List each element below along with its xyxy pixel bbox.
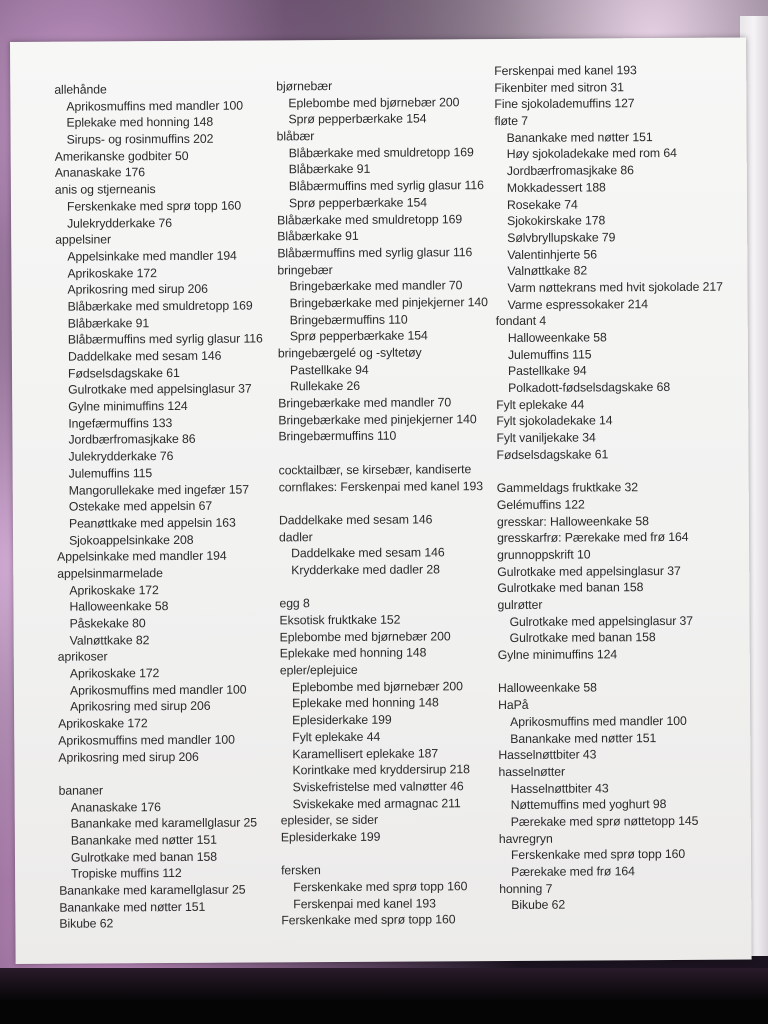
index-subentry: Aprikosring med sirup 206	[70, 699, 211, 715]
index-entry: Aprikosring med sirup 206	[58, 749, 199, 765]
index-subentry: Blåbærkake med smuldretopp 169	[67, 298, 253, 314]
index-subentry: Valnøttkake 82	[507, 263, 588, 279]
index-subentry: Korintkake med kryddersirup 218	[292, 762, 470, 778]
index-subentry: Banankake med nøtter 151	[510, 730, 657, 746]
index-subentry: Bringebærkake med mandler 70	[289, 278, 463, 294]
index-subentry: Eplekake med honning 148	[292, 695, 439, 711]
index-subentry: Varm nøttekrans med hvit sjokolade 217	[507, 279, 723, 295]
index-entry: Aprikosmuffins med mandler 100	[58, 732, 235, 748]
index-subentry: Blåbærkake 91	[288, 162, 371, 177]
index-subentry: Aprikosmuffins med mandler 100	[69, 682, 247, 698]
index-spacer	[278, 444, 498, 462]
index-subentry: Sirups- og rosinmuffins 202	[66, 131, 214, 147]
index-subentry: Bringebærmuffins 110	[289, 312, 408, 327]
index-subentry: Mangorullekake med ingefær 157	[68, 482, 249, 498]
index-entry: Gylne minimuffins 124	[497, 647, 618, 663]
index-spacer	[58, 765, 278, 783]
index-entry: epler/eplejuice	[279, 662, 358, 678]
index-subentry: Aprikosmuffins med mandler 100	[510, 713, 687, 729]
index-entry: Ferskenkake med sprø topp 160	[281, 912, 456, 928]
index-subentry: Ingefærmuffins 133	[68, 415, 173, 431]
index-entry: Eplebombe med bjørnebær 200	[279, 629, 451, 645]
index-subentry: Appelsinkake med mandler 194	[67, 248, 237, 264]
index-entry: Appelsinkake med mandler 194	[57, 548, 227, 564]
table-surface	[0, 968, 768, 1024]
index-subentry: Aprikoskake 172	[67, 265, 157, 281]
index-subentry: Aprikoskake 172	[69, 666, 160, 681]
index-column-3	[494, 62, 744, 915]
index-subentry: Sølvbryllupskake 79	[507, 230, 616, 245]
index-spacer	[279, 494, 499, 512]
index-entry: appelsinmarmelade	[57, 566, 163, 581]
index-subentry: Ferskenkake med sprø topp 160	[66, 198, 242, 214]
index-entry: honning 7	[499, 881, 553, 896]
index-entry: Blåbærkake med smuldretopp 169	[277, 211, 463, 227]
index-entry: gresskar: Halloweenkake 58	[496, 513, 649, 529]
index-subentry: Pærekake med sprø nøttetopp 145	[510, 813, 699, 829]
index-entry: allehånde	[54, 82, 107, 97]
index-subentry: Gulrotkake med banan 158	[509, 630, 656, 646]
index-column-1	[54, 80, 279, 932]
index-subentry: Pærekake med frø 164	[511, 864, 635, 879]
index-subentry: Aprikosmuffins med mandler 100	[66, 98, 243, 114]
index-subentry: Ostekake med appelsin 67	[68, 498, 213, 514]
index-entry: hasselnøtter	[498, 764, 565, 779]
index-subentry: Halloweenkake 58	[507, 330, 607, 345]
index-entry: fersken	[281, 863, 321, 878]
index-subentry: Ferskenkake med sprø topp 160	[293, 879, 468, 895]
index-subentry: Nøttemuffins med yoghurt 98	[510, 797, 667, 813]
index-subentry: Halloweenkake 58	[69, 599, 169, 614]
index-entry: gulrøtter	[497, 597, 543, 613]
index-entry: HaPå	[498, 697, 529, 713]
index-entry: Fylt eplekake 44	[496, 397, 585, 412]
index-subentry: Karamellisert eplekake 187	[292, 745, 439, 761]
index-entry: Bringebærkake med mandler 70	[278, 395, 452, 411]
index-subentry: Fødselsdagskake 61	[67, 365, 180, 381]
index-subentry: Valnøttkake 82	[69, 632, 150, 648]
index-subentry: Sjokoappelsinkake 208	[69, 532, 194, 548]
index-entry: Gammeldags fruktkake 32	[496, 480, 639, 496]
index-spacer	[497, 462, 742, 480]
index-subentry: Mokkadessert 188	[506, 180, 606, 195]
index-entry: Eksotisk fruktkake 152	[279, 612, 401, 628]
index-entry: fløte 7	[494, 113, 529, 129]
index-entry: bjørnebær	[276, 79, 333, 94]
index-subentry: Bikube 62	[511, 898, 566, 913]
index-subentry: Valentinhjerte 56	[507, 246, 598, 262]
index-entry: Hasselnøttbiter 43	[498, 747, 597, 763]
index-entry: appelsiner	[55, 232, 112, 247]
index-subentry: Ferskenkake med sprø topp 160	[510, 847, 686, 863]
index-subentry: Eplekake med honning 148	[66, 115, 214, 131]
index-entry: bringebær	[277, 262, 333, 277]
index-spacer	[279, 578, 499, 596]
index-entry: Eplekake med honning 148	[279, 645, 427, 661]
index-entry: cornflakes: Ferskenpai med kanel 193	[278, 478, 483, 494]
index-entry: Bringebærmuffins 110	[278, 429, 397, 444]
index-subentry: Blåbærmuffins med syrlig glasur 116	[288, 178, 484, 194]
index-subentry: Banankake med karamellglasur 25	[70, 815, 258, 831]
index-subentry: Eplebombe med bjørnebær 200	[288, 94, 460, 110]
index-subentry: Peanøttkake med appelsin 163	[68, 515, 236, 531]
index-subentry: Fylt eplekake 44	[292, 729, 381, 745]
index-subentry: Gylne minimuffins 124	[68, 398, 188, 414]
index-subentry: Gulrotkake med appelsinglasur 37	[68, 381, 252, 398]
index-entry: Fødselsdagskake 61	[496, 447, 609, 462]
index-subentry: Aprikosring med sirup 206	[67, 282, 208, 297]
index-entry: Gelémuffins 122	[496, 497, 585, 512]
index-subentry: Eplebombe med bjørnebær 200	[291, 678, 463, 695]
index-entry: Gulrotkake med appelsinglasur 37	[497, 563, 681, 579]
index-entry: Banankake med nøtter 151	[59, 899, 206, 915]
index-subentry: Tropiske muffins 112	[71, 866, 182, 881]
index-spacer	[498, 662, 743, 680]
index-entry: egg 8	[279, 596, 310, 611]
index-entry: cocktailbær, se kirsebær, kandiserte	[278, 462, 472, 478]
index-entry: Fylt vaniljekake 34	[496, 430, 596, 446]
index-subentry: Krydderkake med dadler 28	[291, 562, 440, 578]
index-entry: Blåbærkake 91	[277, 229, 359, 244]
index-entry: Bikube 62	[59, 916, 114, 932]
index-entry: Halloweenkake 58	[497, 680, 597, 696]
index-entry: Eplesiderkake 199	[280, 829, 381, 845]
index-entry: bananer	[58, 783, 104, 798]
index-subentry: Rosekake 74	[506, 197, 578, 212]
index-subentry: Rullekake 26	[290, 379, 361, 394]
index-entry: dadler	[278, 529, 313, 544]
index-entry: Gulrotkake med banan 158	[497, 580, 644, 596]
index-subentry: Banankake med nøtter 151	[70, 832, 217, 848]
index-subentry: Gulrotkake med appelsinglasur 37	[509, 613, 694, 629]
index-entry: Fine sjokolademuffins 127	[494, 96, 635, 112]
index-column-2	[276, 77, 501, 929]
index-page	[10, 38, 752, 964]
index-subentry: Bringebærkake med pinjekjerner 140	[289, 295, 488, 311]
index-entry: Banankake med karamellglasur 25	[59, 882, 246, 898]
index-subentry: Daddelkake med sesam 146	[291, 545, 445, 561]
index-subentry: Varme espressokaker 214	[507, 296, 648, 312]
index-subentry: Jordbærfromasjkake 86	[506, 163, 634, 179]
index-entry: grunnoppskrift 10	[497, 547, 591, 562]
index-subentry: Banankake med nøtter 151	[506, 129, 653, 145]
index-subentry: Blåbærkake med smuldretopp 169	[288, 144, 474, 161]
index-entry: aprikoser	[57, 649, 108, 665]
index-subentry: Blåbærkake 91	[67, 315, 150, 331]
index-entry: Fikenbiter med sitron 31	[494, 79, 624, 95]
index-subentry: Sjokokirskake 178	[507, 213, 606, 229]
index-subentry: Julekrydderkake 76	[68, 449, 174, 464]
index-entry: Ferskenpai med kanel 193	[494, 63, 637, 79]
index-entry: Blåbærmuffins med syrlig glasur 116	[277, 245, 473, 261]
index-entry: Aprikoskake 172	[58, 716, 148, 731]
index-entry: Amerikanske godbiter 50	[54, 148, 189, 164]
index-subentry: Julemuffins 115	[507, 347, 592, 362]
index-subentry: Pastellkake 94	[507, 363, 587, 379]
index-subentry: Blåbærmuffins med syrlig glasur 116	[67, 331, 263, 347]
index-entry: blåbær	[276, 129, 315, 144]
index-subentry: Høy sjokoladekake med rom 64	[506, 146, 677, 162]
index-subentry: Ananaskake 176	[70, 799, 161, 815]
index-entry: anis og stjerneanis	[54, 182, 156, 197]
index-entry: Daddelkake med sesam 146	[278, 512, 433, 528]
index-subentry: Gulrotkake med banan 158	[70, 849, 217, 865]
index-subentry: Hasselnøttbiter 43	[510, 780, 609, 796]
index-subentry: Aprikoskake 172	[69, 582, 159, 598]
index-subentry: Julekrydderkake 76	[67, 215, 172, 231]
index-subentry: Pastellkake 94	[289, 362, 369, 377]
index-entry: Fylt sjokoladekake 14	[496, 413, 613, 429]
index-entry: fondant 4	[495, 314, 547, 329]
index-subentry: Daddelkake med sesam 146	[67, 348, 222, 364]
index-subentry: Påskekake 80	[69, 616, 146, 631]
index-subentry: Julemuffins 115	[68, 465, 153, 481]
index-subentry: Polkadott-fødselsdagskake 68	[508, 380, 671, 396]
index-subentry: Sprø pepperbærkake 154	[289, 328, 428, 344]
index-entry: havregryn	[498, 831, 553, 846]
index-entry: bringebærgelé og -syltetøy	[277, 345, 422, 361]
index-subentry: Jordbærfromasjkake 86	[68, 432, 196, 448]
index-entry: Ananaskake 176	[54, 165, 146, 181]
index-entry: Bringebærkake med pinjekjerner 140	[278, 411, 477, 428]
index-entry: eplesider, se sider	[280, 813, 379, 828]
index-subentry: Sviskekake med armagnac 211	[292, 795, 461, 811]
index-subentry: Sprø pepperbærkake 154	[288, 195, 427, 211]
index-entry: gresskarfrø: Pærekake med frø 164	[496, 530, 689, 546]
index-spacer	[281, 845, 501, 863]
index-subentry: Ferskenpai med kanel 193	[293, 896, 436, 911]
index-subentry: Eplesiderkake 199	[292, 712, 392, 728]
index-subentry: Sprø pepperbærkake 154	[288, 111, 427, 127]
index-subentry: Sviskefristelse med valnøtter 46	[292, 779, 464, 795]
